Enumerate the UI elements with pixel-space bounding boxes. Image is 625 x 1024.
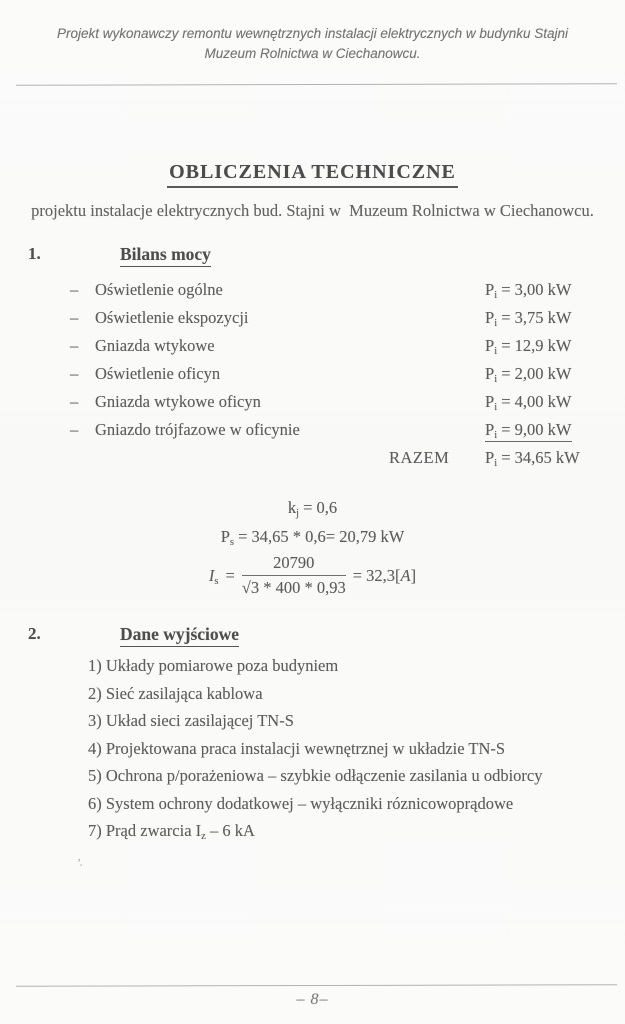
section2-title: Dane wyjściowe [120,624,239,647]
list-item: 1) Układy pomiarowe poza budyniem [88,656,339,675]
bullet-dash: – [70,420,79,439]
power-row-label: Oświetlenie oficyn [95,364,221,383]
document-header [0,24,625,64]
power-row-value: $P_i = 3,75$ kW [485,308,572,329]
power-row-value: $P_i = 12,9$ kW [485,336,572,357]
total-label: RAZEM [389,448,450,467]
power-row [0,308,625,336]
page-number: – 8– [296,991,329,1008]
bullet-dash: – [70,280,79,299]
list-item: 3) Układ sieci zasilającej TN-S [88,711,294,730]
section1-number: 1. [28,244,41,263]
power-balance-list [0,280,625,476]
bullet-dash: – [70,336,79,355]
power-row [0,392,625,420]
footer-divider [16,984,617,987]
power-row [0,280,625,308]
power-row [0,420,625,448]
power-row-label: Gniazda wtykowe [95,336,215,355]
header-line-2: Muzeum Rolnictwa w Ciechanowcu. [204,46,421,61]
scan-smudge-mark: ʼ˒ [74,856,85,871]
power-row [0,364,625,392]
list-item: 6) System ochrony dodatkowej – wyłączniki róznicowoprądowe [88,793,514,813]
list-item: 5) Ochrona p/porażeniowa – szybkie odłączenie zasilania u odbiorcy [88,766,543,785]
fraction-denominator: √3 * 400 * 0,93 [241,578,346,597]
calc-line-kj: $k_j = 0,6$ [287,498,338,519]
power-row-label: Gniazda wtykowe oficyn [95,392,261,411]
total-row [0,448,625,476]
section1-title: Bilans mocy [120,244,211,267]
calc-line-ps: $P_s = 34,65 * 0,6= 20,79$ kW [220,527,405,548]
fraction [242,553,346,598]
calc-result: = 32,3[A] [352,565,417,585]
power-row [0,336,625,364]
page-title-text: OBLICZENIA TECHNICZNE [167,161,458,188]
header-line-1: Projekt wykonawczy remontu wewnętrznych instalacji elektrycznych w budynku Stajni [57,26,568,41]
power-row-label: Gniazdo trójfazowe w oficynie [95,420,300,439]
power-row-value-underlined: $P_i = 9,00$ kW [485,420,572,441]
section2-number: 2. [28,624,41,643]
header-divider [16,83,617,86]
current-symbol: $I_s$ [208,565,219,587]
list-item: 7) Prąd zwarcia $I_z - 6$ kA [88,821,255,842]
power-row-label: Oświetlenie ekspozycji [95,308,249,327]
page-title [0,161,625,188]
power-row-value: $P_i = 2,00$ kW [485,364,572,385]
bullet-dash: – [70,308,79,327]
power-row-label: Oświetlenie ogólne [95,280,223,299]
page-subtitle: projektu instalacje elektrycznych bud. Stajni w Muzeum Rolnictwa w Ciechanowcu. [31,201,594,220]
bullet-dash: – [70,392,79,411]
list-item: 4) Projektowana praca instalacji wewnętrznej w układzie TN-S [88,738,506,758]
power-row-value: $P_i = 3,00$ kW [485,280,572,301]
calc-line-is [0,553,625,598]
output-data-list [88,656,605,849]
fraction-numerator: 20790 [242,553,346,576]
power-row-value: $P_i = 4,00$ kW [485,392,572,413]
list-item: 2) Sieć zasilająca kablowa [88,683,263,703]
total-value: $P_i = 34,65$ kW [485,448,580,469]
bullet-dash: – [70,364,79,383]
equals-sign: = [225,565,235,585]
